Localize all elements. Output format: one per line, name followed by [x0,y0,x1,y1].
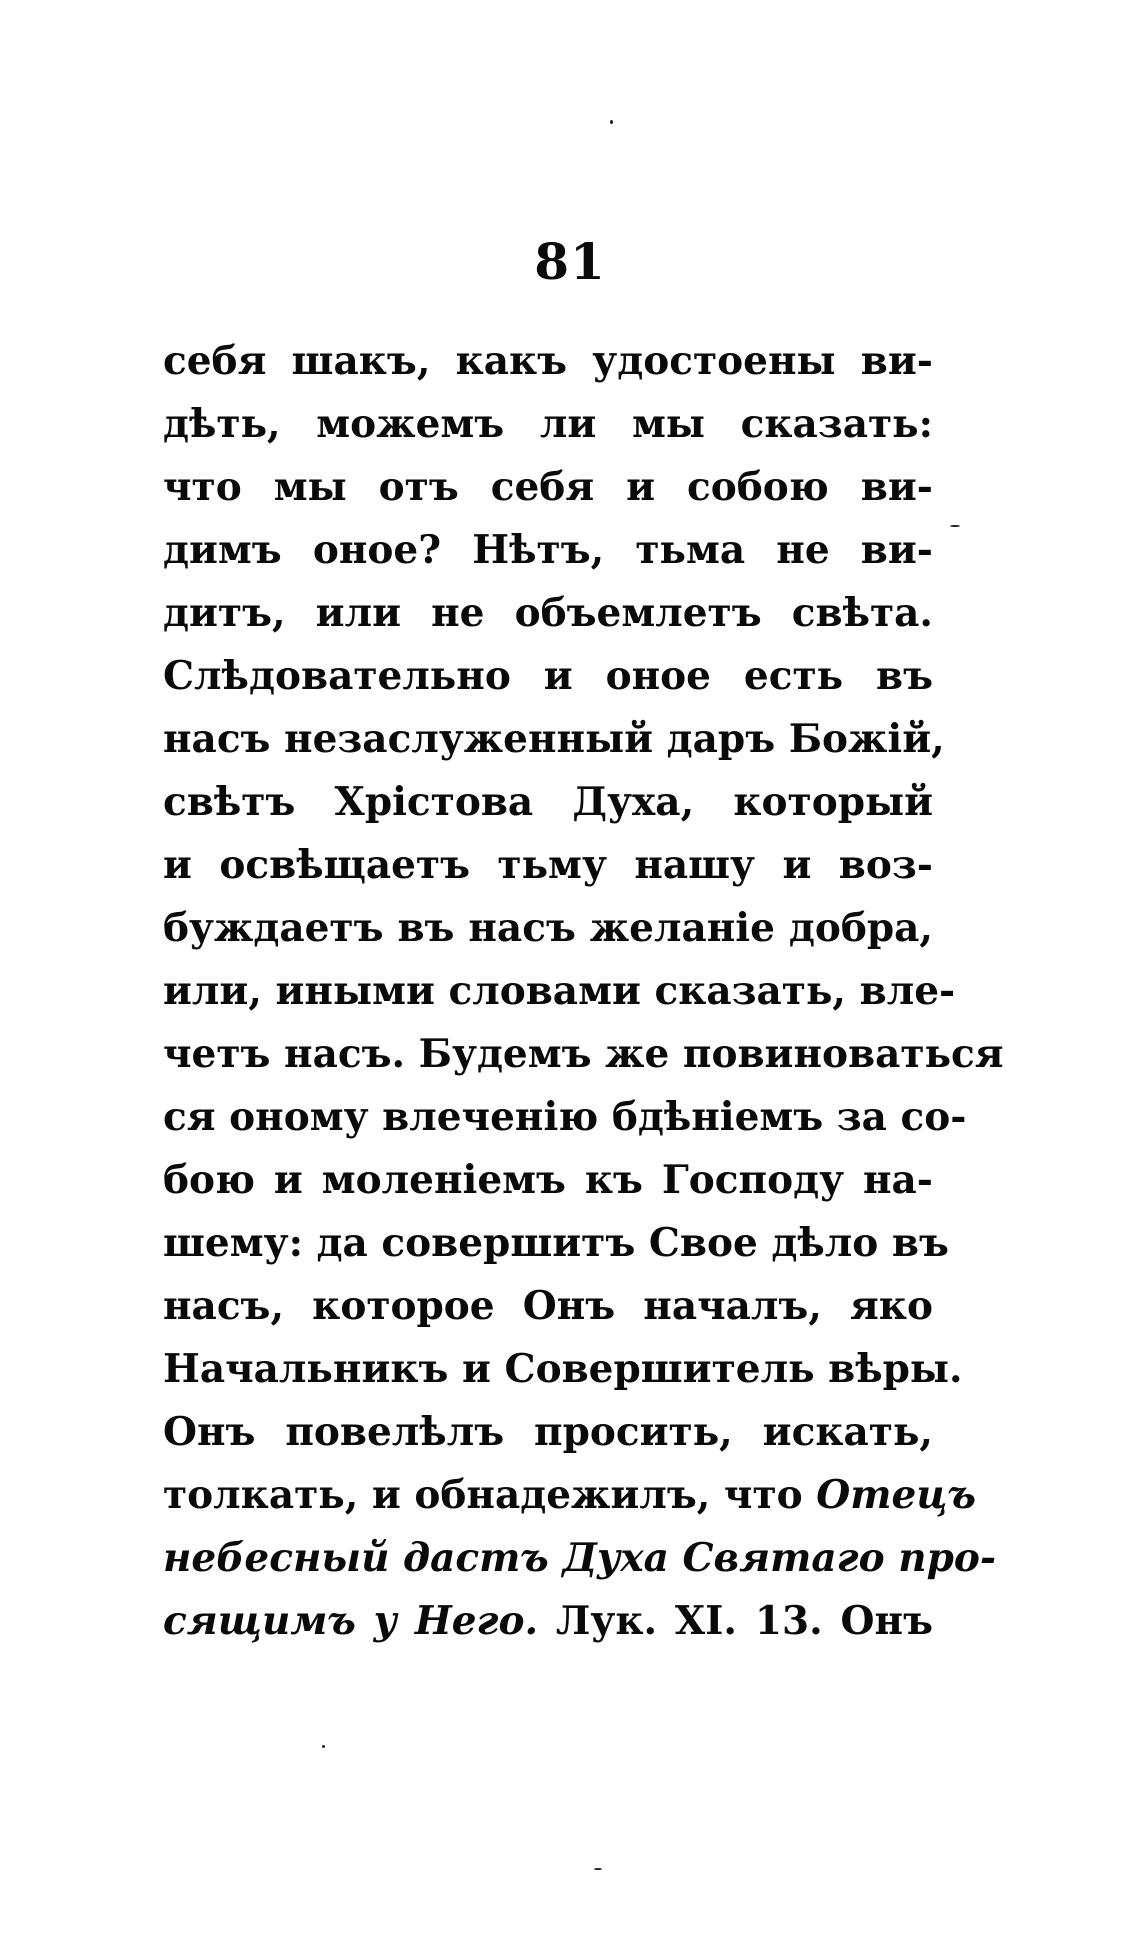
text-line: свѣтъ Хрiстова Духа, который [163,779,933,825]
italic-segment: Отецъ [816,1472,976,1518]
text-line: димъ оное? Нѣтъ, тьма не ви- [163,527,933,573]
page-number: 81 [534,232,606,291]
text-segment: толкать, и обнадежилъ, что [163,1472,817,1518]
scan-speck [594,1868,602,1870]
text-line: шему: да совершитъ Свое дѣло въ [163,1220,949,1266]
scan-speck [322,1745,325,1748]
text-line: четъ насъ. Будемъ же повиноваться [163,1031,1004,1077]
body-text [163,330,1004,1653]
text-line: дитъ, или не объемлетъ свѣта. [163,590,933,636]
text-line [163,1590,933,1653]
italic-segment: небесный дастъ Духа Святаго про- [163,1535,997,1581]
text-segment: Лук. XI. 13. Онъ [538,1598,933,1644]
text-line: и освѣщаетъ тьму нашу и воз- [163,842,933,888]
text-line [163,1527,997,1590]
text-line: Слѣдовательно и оное есть въ [163,653,933,699]
text-line [163,1464,976,1527]
text-line: дѣть, можемъ ли мы сказать: [163,401,933,447]
text-line: что мы отъ себя и собою ви- [163,464,933,510]
text-line: Онъ повелѣлъ просить, искать, [163,1409,933,1455]
text-line: Начальникъ и Совершитель вѣры. [163,1346,963,1392]
text-line: насъ незаслуженный даръ Божій, [163,716,945,762]
text-line: буждаетъ въ насъ желанiе добра, [163,905,933,951]
scan-speck [610,120,613,124]
text-line: или, иными словами сказать, вле- [163,968,956,1014]
scan-speck [950,525,960,527]
text-line: ся оному влеченiю бдѣнiемъ за со- [163,1094,967,1140]
text-line: себя шакъ, какъ удостоены ви- [163,338,933,384]
text-line: бою и моленiемъ къ Господу на- [163,1157,933,1203]
text-line: насъ, которое Онъ началъ, яко [163,1283,933,1329]
italic-segment: сящимъ у Него. [163,1598,539,1644]
